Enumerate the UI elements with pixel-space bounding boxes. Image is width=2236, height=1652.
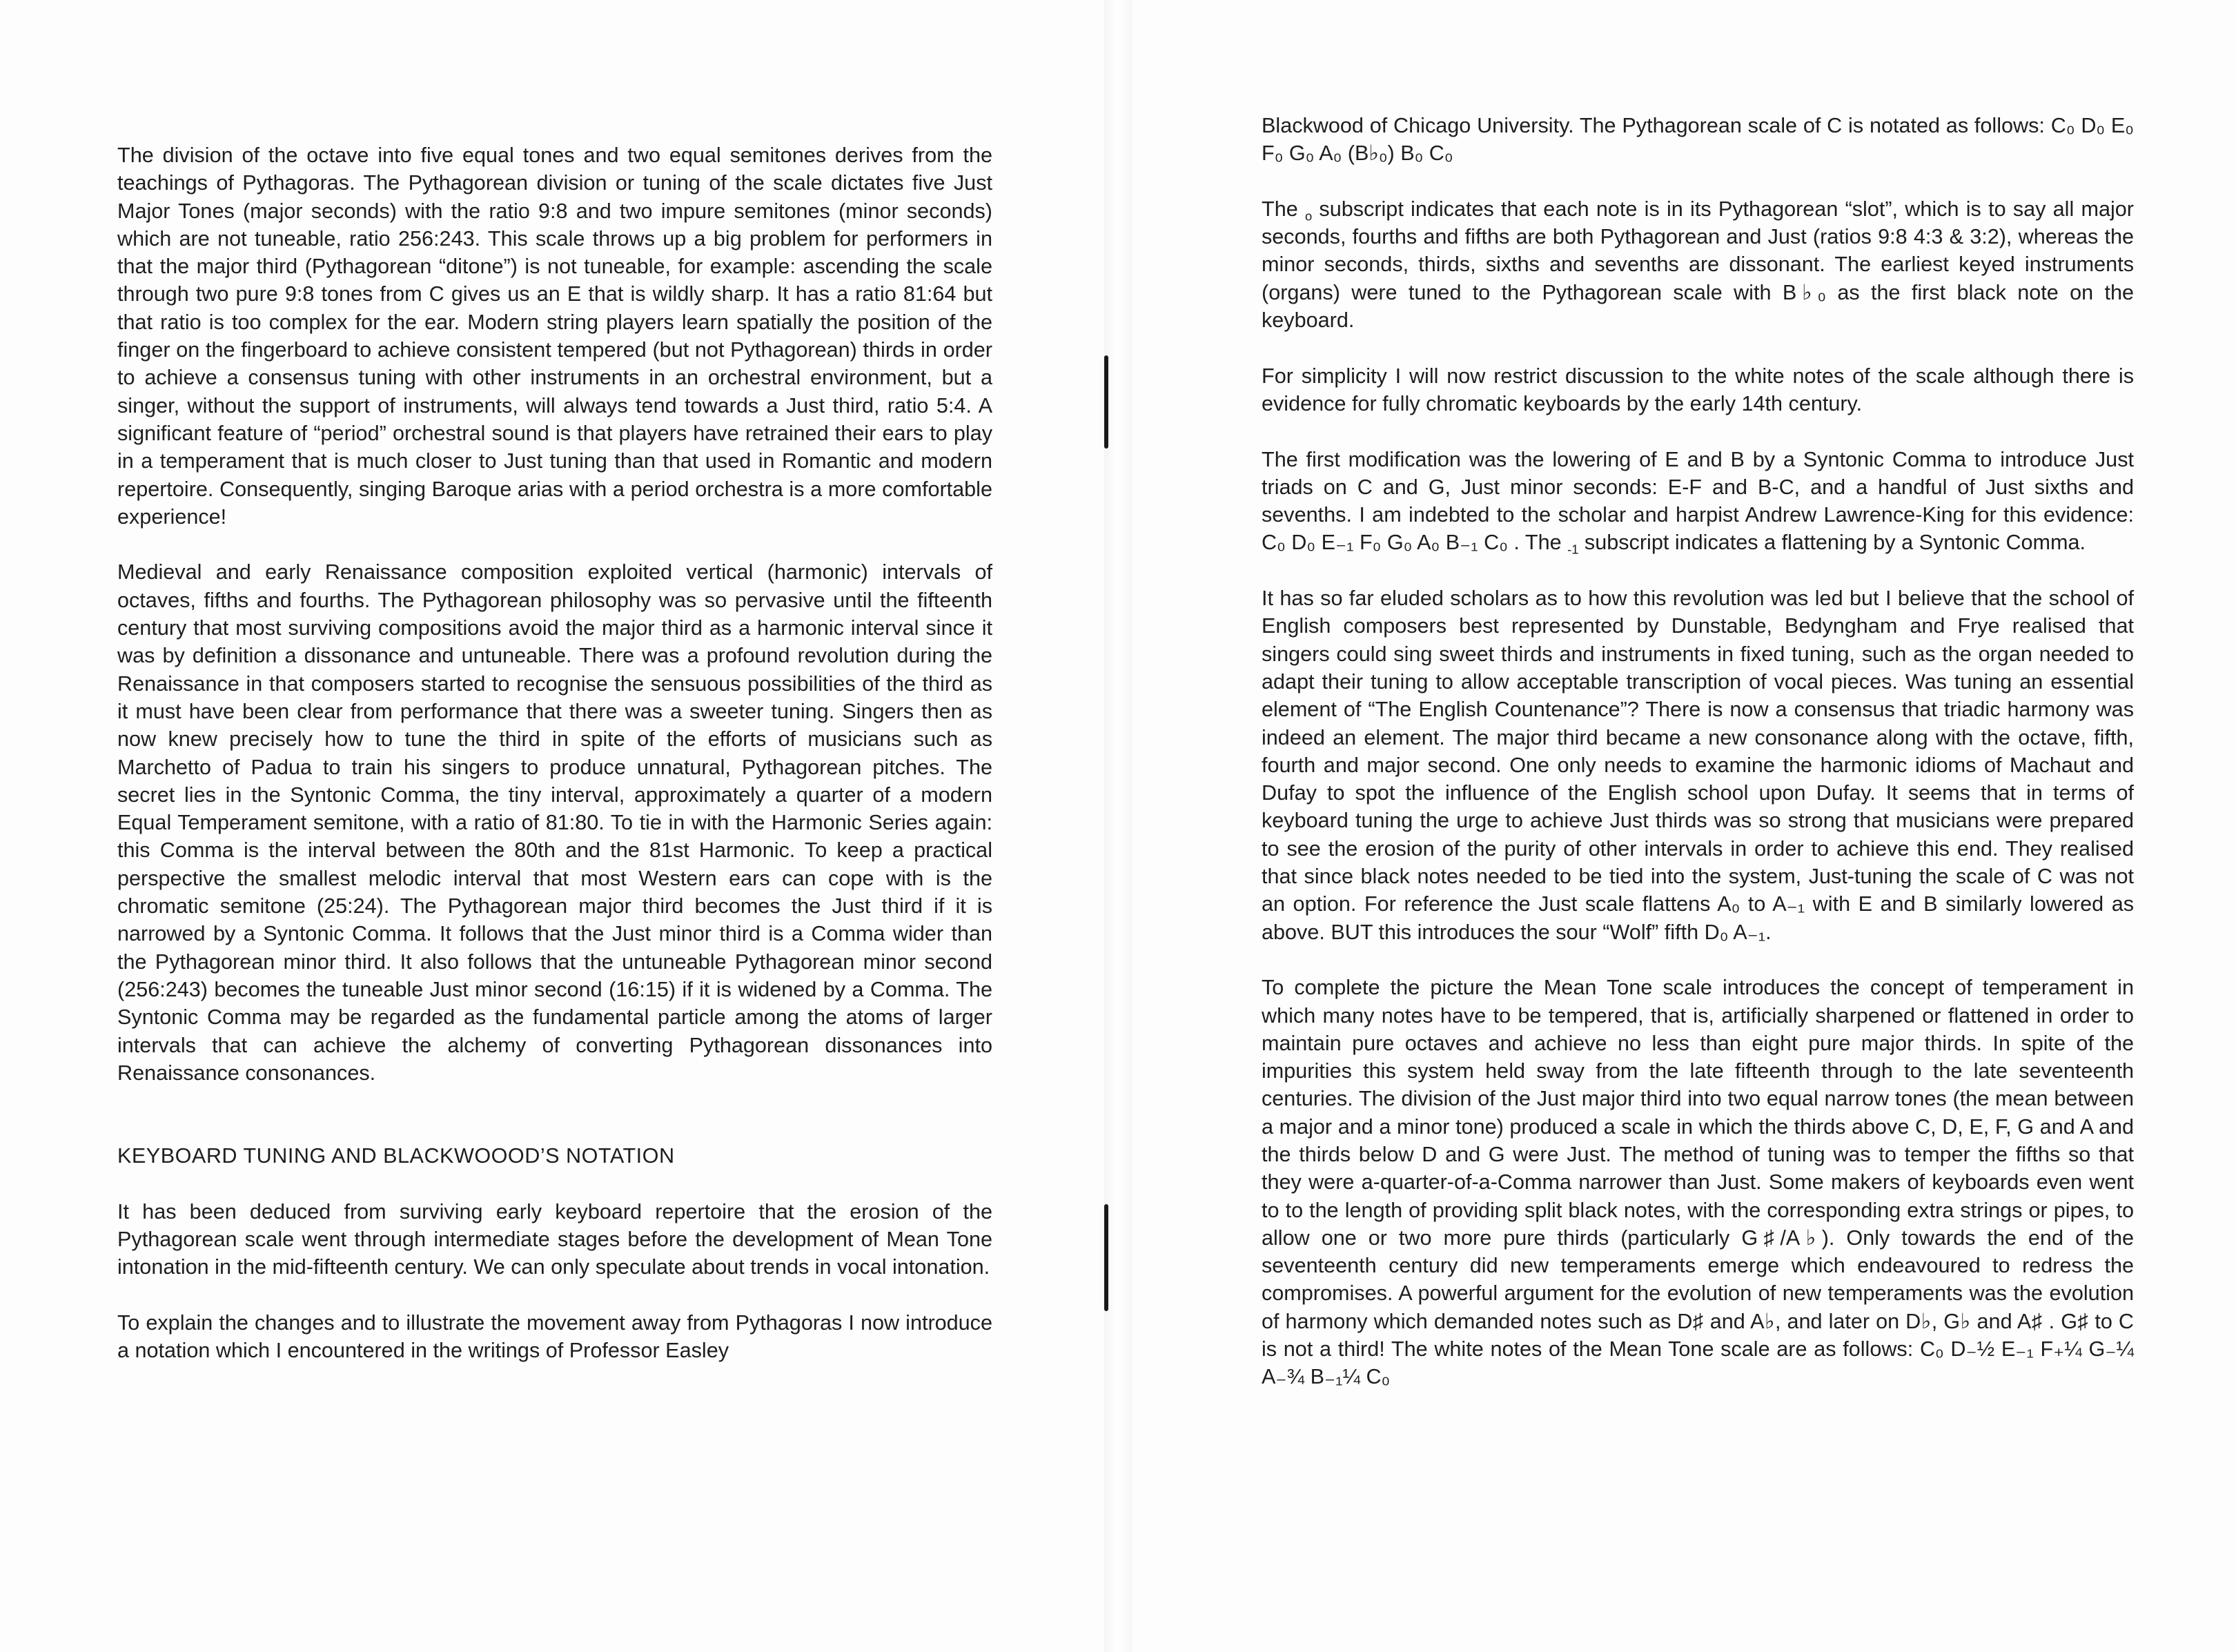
paragraph-notation-intro: To explain the changes and to illustrate the movement away from Pythagoras I now introduce a notation which I encountered in the writings of Professor Easley (117, 1310, 992, 1363)
paragraph-white-notes: For simplicity I will now restrict discussion to the white notes of the scale although there is evidence for fully chromatic keyboards by the early 14th century. (1262, 364, 2134, 415)
paragraph-english-countenance: It has so far eluded scholars as to how this revolution was led but I believe that the school of English composers best represented by Dunstable, Bedyngham and Frye realised that singers could sing sweet thirds and instruments in fixed tuning, such as the organ needed to adapt their tuning to allow acceptable transcription of vocal pieces. Was tuning an essential element of “The English Countenance”? There is now a consensus that triadic harmony was indeed an element. The major third became a new consonance along with the octave, fifth, fourth and major second. One only needs to examine the harmonic idioms of Machaut and Dufay to spot the influence of the English school upon Dufay. It seems that in terms of keyboard tuning the urge to achieve Just thirds was so strong that musicians were prepared to see the erosion of the purity of other intervals in order to achieve this end. They realised that since black notes needed to be tied into the system, Just-tuning the scale of C was not an option. For reference the Just scale flattens A₀ to A₋₁ with E and B similarly lowered as above. BUT this introduces the sour “Wolf” fifth D₀ A₋₁. (1262, 587, 2135, 944)
note-b-flat: B♭₀ (1782, 280, 1827, 304)
paragraph-first-modification: The first modification was the lowering of E and B by a Syntonic Comma to introduce Just triads on C and G, Just minor seconds: E-F and B-C, and a handful of Just sixths and sevenths. I am indebted to the scholar and harpist Andrew Lawrence-King for this evidence: C₀ D₀ E₋₁ F₀ G₀ A₀ B₋₁ C₀ . The $_{-1}$ subscript indicates a flattening by a Syntonic Comma. (1262, 447, 2134, 557)
binding-staple-3 (1104, 1204, 1108, 1266)
paragraph-keyboard-tuning: It has been deduced from surviving early keyboard repertoire that the erosion of the Pythagorean scale went through intermediate stages before the development of Mean Tone intonation in the mid-fifteenth century. We can only speculate about trends in vocal intonation. (117, 1199, 992, 1279)
right-text-column (1262, 112, 2134, 1391)
note-a-minus-one: A₋₁ (1772, 892, 1805, 916)
binding-staple-2 (1104, 400, 1108, 449)
scale-notation-mean-tone: C₀ D₋½ E₋₁ F₊¼ G₋¼ A₋¾ B₋₁¼ C₀ (1262, 1337, 2134, 1389)
scale-notation-modified: C₀ D₀ E₋₁ F₀ G₀ A₀ B₋₁ C₀ . (1262, 531, 1520, 555)
note-a-zero: A₀ (1717, 892, 1740, 916)
scale-notation-pythagorean: C₀ D₀ E₀ F₀ G₀ A₀ (B♭₀) B₀ C₀ (1262, 114, 2135, 166)
left-text-column (117, 141, 992, 1364)
section-heading: KEYBOARD TUNING AND BLACKWOOOD’S NOTATION (117, 1144, 675, 1168)
paragraph-renaissance: Medieval and early Renaissance composition exploited vertical (harmonic) intervals of octaves, fifths and fourths. The Pythagorean philosophy was so pervasive until the fifteenth century that most surviving compositions avoid the major third as a harmonic interval since it was by definition a dissonance and untuneable. There was a profound revolution during the Renaissance in that composers started to recognise the sensuous possibilities of the third as it must have been clear from performance that there was a sweeter tuning. Singers then as now knew precisely how to tune the third in spite of the efforts of musicians such as Marchetto of Padua to train his singers to produce unnatural, Pythagorean pitches. The secret lies in the Syntonic Comma, the tiny interval, approximately a quarter of a modern Equal Temperament semitone, with a ratio of 81:80. To tie in with the Harmonic Series again: this Comma is the interval between the 80th and the 81st Harmonic. To keep a practical perspective the smallest melodic interval that most Western ears can cope with is the chromatic semitone (25:24). The Pythagorean major third becomes the Just third if it is narrowed by a Syntonic Comma. It follows that the Just minor third is a Comma wider than the Pythagorean minor third. It also follows that the untuneable Pythagorean minor second (256:243) becomes the tuneable Just minor second (16:15) if it is widened by a Comma. The Syntonic Comma may be regarded as the fundamental particle among the atoms of larger intervals that can achieve the alchemy of converting Pythagorean dissonances into Renaissance consonances. (117, 560, 992, 1085)
paragraph-mean-tone: To complete the picture the Mean Tone scale introduces the concept of temperament in which many notes have to be tempered, that is, artificially sharpened or flattened in order to maintain pure octaves and achieve no less than eight pure major thirds. In spite of the impurities this system held sway from the late fifteenth through to the late seventeenth centuries. The division of the Just major third into two equal narrow tones (the mean between a major and a minor tone) produced a scale in which the thirds above C, D, E, F, G and A and the thirds below D and G were Just. The method of tuning was to temper the fifths so that they were a-quarter-of-a-Comma narrower than Just. Some makers of keyboards even went to to the length of providing split black notes, with the corresponding extra strings or pipes, to allow one or two more pure thirds (particularly G♯/A♭). Only towards the end of the seventeenth century did new temperaments emerge which endeavoured to redress the compromises. A powerful argument for the evolution of new temperaments was the evolution of harmony which demanded notes such as D♯ and A♭, and later on D♭, G♭ and A♯ . G♯ to C is not a third! The white notes of the Mean Tone scale are as follows: C₀ D₋½ E₋₁ F₊¼ G₋¼ A₋¾ B₋₁¼ C₀ (1262, 976, 2134, 1389)
book-gutter (1104, 0, 1132, 1652)
paragraph-blackwood: Blackwood of Chicago University. The Pythagorean scale of C is notated as follows: C₀ D₀ E₀ F₀ G₀ A₀ (B♭₀) B₀ C₀ (1262, 114, 2135, 166)
wolf-fifth-notation: D₀ A₋₁. (1704, 920, 1772, 944)
paragraph-subscript-explanation: The $_o$ subscript indicates that each note is in its Pythagorean “slot”, which is to say all major seconds, fourths and fifths are both Pythagorean and Just (ratios 9:8 4:3 & 3:2), whereas the minor seconds, thirds, sixths and sevenths are dissonant. The earliest keyed instruments (organs) were tuned to the Pythagorean scale with B♭₀ as the first black note on the keyboard. (1262, 197, 2135, 333)
binding-staple-4 (1104, 1263, 1108, 1311)
paragraph-pythagoras: The division of the octave into five equal tones and two equal semitones derives from the teachings of Pythagoras. The Pythagorean division or tuning of the scale dictates five Just Major Tones (major seconds) with the ratio 9:8 and two impure semitones (minor seconds) which are not tuneable, ratio 256:243. This scale throws up a big problem for performers in that the major third (Pythagorean “ditone”) is not tuneable, for example: ascending the scale through two pure 9:8 tones from C gives us an E that is wildly sharp. It has a ratio 81:64 but that ratio is too complex for the ear. Modern string players learn spatially the position of the finger on the fingerboard to achieve consistent tempered (but not Pythagorean) thirds in order to achieve a consensus tuning with other instruments in an orchestral environment, but a singer, without the support of instruments, will always tend towards a Just third, ratio 5:4. A significant feature of “period” orchestral sound is that players have retrained their ears to play in a temperament that is much closer to Just tuning than that used in Romantic and modern repertoire. Consequently, singing Baroque arias with a period orchestra is a more comfortable experience! (117, 144, 992, 529)
subscript-minus-one: -1 (1567, 542, 1579, 557)
subscript-zero: o (1304, 208, 1313, 224)
